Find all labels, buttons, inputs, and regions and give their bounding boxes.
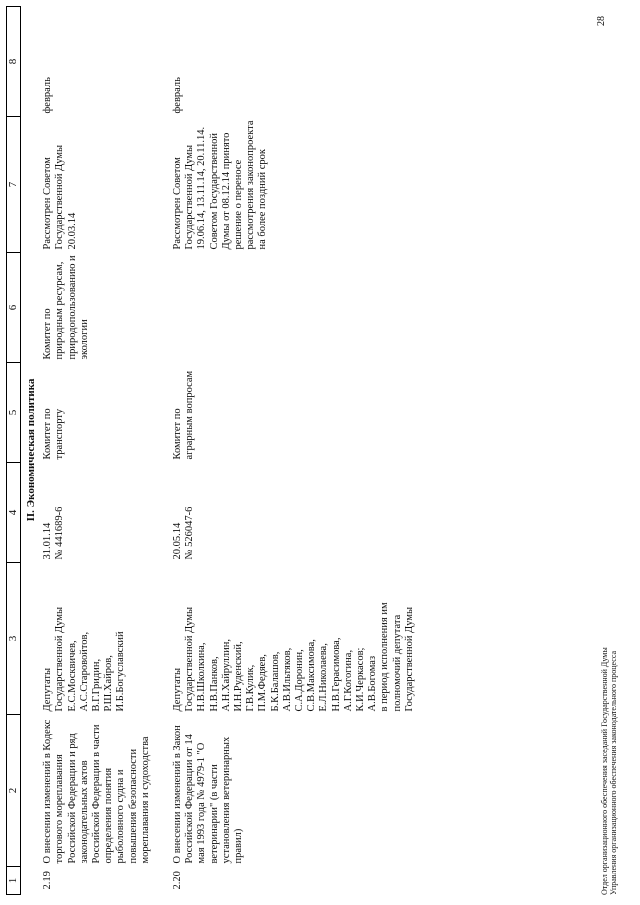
- author-line: А.Н.Хайруллин,: [220, 638, 232, 712]
- footer-directorate: Управления организационного обеспечения законодательного процесса: [609, 650, 618, 895]
- bill-title: О внесении изменений в Закон Российской Федерации от 14 мая 1993 года № 4979-1 "О ветеринарии" (в части установления ветеринарных правил): [172, 725, 245, 864]
- author-line: Н.В.Панков,: [208, 656, 220, 712]
- author-line: Е.Л.Николаева,: [318, 643, 330, 712]
- author-line: Государственной Думы: [184, 606, 196, 712]
- footer-department: Отдел организационного обеспечения заседаний Государственной Думы: [600, 647, 609, 895]
- table-row: [40, 7, 170, 895]
- author-line: Н.В.Школкина,: [196, 642, 208, 712]
- author-line: И.Н.Руденский,: [233, 641, 245, 712]
- lead-committee: Комитет по транспорту: [42, 408, 66, 460]
- author-line: А.В.Ильтяков,: [281, 647, 293, 712]
- author-line: Б.К.Балашов,: [269, 651, 281, 712]
- column-header: 7: [7, 117, 21, 253]
- registration-cell: [40, 463, 170, 563]
- author-line: Р.Ш.Хайров,: [103, 655, 115, 712]
- section-row: [21, 7, 41, 895]
- bill-title: О внесении изменений в Кодекс торгового мореплавания Российской Федерации и ряд законодательных актов Российской Федерации в части определения понятия рыболовного судна и повышения безопасности мореплавания и судоходства: [42, 719, 151, 864]
- legislative-plan-table: [6, 6, 416, 895]
- review-status: Рассмотрен Советом Государственной Думы 19.06.14, 13.11.14, 20.11.14. Советом Государственной Думы от 08.12.14 принято решение о переносе рассмотрения законопроекта на более поздний срок: [172, 120, 269, 250]
- author-line: А.С.Старовойтов,: [78, 631, 90, 712]
- bill-number: № 526047-6: [184, 506, 196, 560]
- author-line: Н.В.Герасимова,: [330, 637, 342, 712]
- author-line: Государственной Думы: [54, 606, 66, 712]
- author-line: Депутаты: [42, 667, 54, 712]
- co-committee: [170, 253, 416, 363]
- author-line: С.В.Максимова,: [306, 639, 318, 712]
- column-header: 6: [7, 253, 21, 363]
- author-line: Депутаты: [172, 667, 184, 712]
- column-header: 5: [7, 363, 21, 463]
- page-number: 28: [596, 16, 607, 26]
- column-header: 1: [7, 867, 21, 895]
- row-number: 2.19: [42, 871, 54, 890]
- column-header: 3: [7, 563, 21, 715]
- table-row: [170, 7, 416, 895]
- column-header: 4: [7, 463, 21, 563]
- author-line: И.Б.Богуславский: [115, 631, 127, 712]
- column-header: 2: [7, 715, 21, 867]
- author-line: К.И.Черкасов;: [355, 647, 367, 712]
- author-line: в период исполнения им полномочий депутата Государственной Думы: [379, 602, 415, 712]
- registration-cell: [170, 463, 416, 563]
- author-line: Г.В.Кулик,: [245, 664, 257, 712]
- page-footer: [600, 647, 618, 895]
- row-number: 2.20: [172, 871, 184, 890]
- author-line: П.М.Федяев,: [257, 654, 269, 712]
- bill-authors: [40, 563, 170, 715]
- bill-number: № 441689-6: [54, 506, 66, 560]
- author-line: С.А.Доронин,: [294, 649, 306, 712]
- author-line: А.Г.Когогина,: [342, 649, 354, 712]
- planned-month: февраль: [42, 77, 54, 114]
- registration-date: 20.05.14: [172, 522, 184, 560]
- bill-authors: [170, 563, 416, 715]
- section-title: II. Экономическая политика: [25, 378, 37, 522]
- author-line: А.В.Богомаз: [367, 655, 379, 712]
- review-status: Рассмотрен Советом Государственной Думы 20.03.14: [42, 144, 78, 250]
- column-number-row: [7, 7, 21, 895]
- lead-committee: Комитет по аграрным вопросам: [172, 370, 196, 460]
- column-header: 8: [7, 7, 21, 117]
- planned-month: февраль: [172, 77, 184, 114]
- author-line: В.Г.Гридин,: [91, 658, 103, 712]
- author-line: Е.С.Москвичев,: [66, 640, 78, 712]
- co-committee: Комитет по природным ресурсам, природопользованию и экологии: [42, 255, 90, 360]
- registration-date: 31.01.14: [42, 522, 54, 560]
